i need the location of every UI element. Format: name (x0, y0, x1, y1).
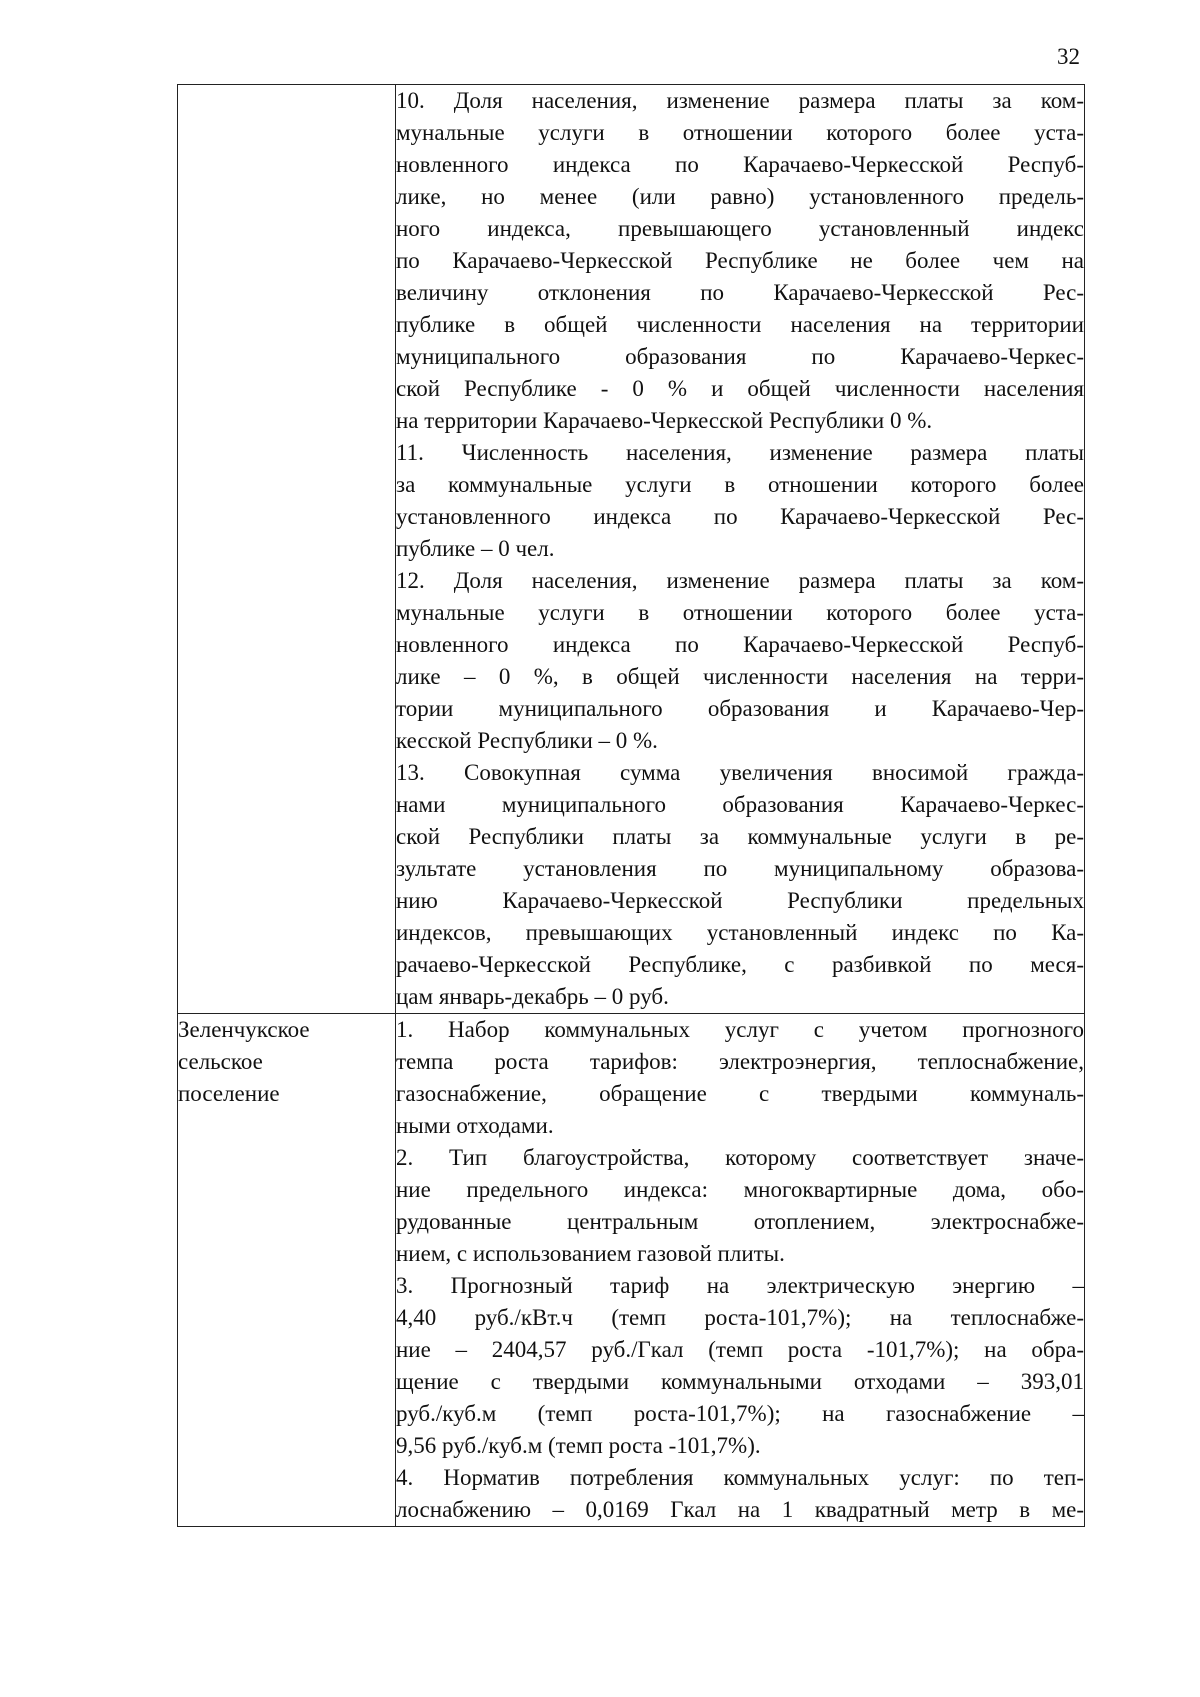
indicator-text-line: по Карачаево-Черкесской Республике не более чем на (396, 248, 1084, 273)
indicator-text-line: руб./куб.м (темп роста-101,7%); на газоснабжение – (396, 1401, 1084, 1426)
indicator-text-line: ние предельного индекса: многоквартирные дома, обо- (396, 1177, 1084, 1202)
indicator-text-line: лоснабжению – 0,0169 Гкал на 1 квадратный метр в ме- (396, 1497, 1084, 1522)
indicator-text-line: 2. Тип благоустройства, которому соответствует значе- (396, 1145, 1084, 1170)
indicator-cell (396, 85, 1085, 1014)
indicator-text-line: рачаево-Черкесской Республике, с разбивкой по меся- (396, 952, 1084, 977)
indicator-text-line: цам январь-декабрь – 0 руб. (396, 984, 669, 1009)
indicator-text-line: мунальные услуги в отношении которого более уста- (396, 120, 1084, 145)
indicator-text-line: темпа роста тарифов: электроэнергия, теплоснабжение, (396, 1049, 1084, 1074)
indicator-table (177, 84, 1085, 1527)
indicator-text-line: 4. Норматив потребления коммунальных услуг: по теп- (396, 1465, 1084, 1490)
indicator-text-line: ние – 2404,57 руб./Гкал (темп роста -101,7%); на обра- (396, 1337, 1084, 1362)
indicator-text-line: публике – 0 чел. (396, 536, 555, 561)
indicator-text-line: за коммунальные услуги в отношении которого более (396, 472, 1084, 497)
indicator-text-line: нию Карачаево-Черкесской Республики предельных (396, 888, 1084, 913)
indicator-text-line: публике в общей численности населения на территории (396, 312, 1084, 337)
indicator-text-line: нами муниципального образования Карачаево-Черкес- (396, 792, 1084, 817)
indicator-text-line: новленного индекса по Карачаево-Черкесской Респуб- (396, 152, 1084, 177)
indicator-text-line: 3. Прогнозный тариф на электрическую энергию – (396, 1273, 1084, 1298)
indicator-text-line: щение с твердыми коммунальными отходами – 393,01 (396, 1369, 1084, 1394)
indicator-text-line: кесской Республики – 0 %. (396, 728, 658, 753)
indicator-text-line: 9,56 руб./куб.м (темп роста -101,7%). (396, 1433, 761, 1458)
indicator-cell (396, 1014, 1085, 1527)
indicator-text-line: рудованные центральным отоплением, электроснабже- (396, 1209, 1084, 1234)
indicator-text-line: мунальные услуги в отношении которого более уста- (396, 600, 1084, 625)
indicator-text-line: величину отклонения по Карачаево-Черкесской Рес- (396, 280, 1084, 305)
municipality-cell (178, 85, 396, 1014)
indicator-text-line: на территории Карачаево-Черкесской Республики 0 %. (396, 408, 933, 433)
indicator-text-line: 11. Численность населения, изменение размера платы (396, 440, 1084, 465)
indicator-text-line: ного индекса, превышающего установленный индекс (396, 216, 1084, 241)
indicator-text-line: установленного индекса по Карачаево-Черкесской Рес- (396, 504, 1084, 529)
indicator-text-line: ными отходами. (396, 1113, 554, 1138)
indicator-text-line: индексов, превышающих установленный индекс по Ка- (396, 920, 1084, 945)
indicator-text-line: лике, но менее (или равно) установленного предель- (396, 184, 1084, 209)
indicator-text-line: тории муниципального образования и Карачаево-Чер- (396, 696, 1084, 721)
municipality-cell (178, 1014, 396, 1527)
indicator-text-line: ской Республике - 0 % и общей численности населения (396, 376, 1084, 401)
indicator-text-line: 10. Доля населения, изменение размера платы за ком- (396, 88, 1084, 113)
indicator-text-line: новленного индекса по Карачаево-Черкесской Респуб- (396, 632, 1084, 657)
indicator-text-line: 12. Доля населения, изменение размера платы за ком- (396, 568, 1084, 593)
indicator-text-line: нием, с использованием газовой плиты. (396, 1241, 785, 1266)
table-row (178, 1014, 1085, 1527)
indicator-text-line: ской Республики платы за коммунальные услуги в ре- (396, 824, 1084, 849)
indicator-text-line: 4,40 руб./кВт.ч (темп роста-101,7%); на теплоснабже- (396, 1305, 1084, 1330)
indicator-text-line: муниципального образования по Карачаево-Черкес- (396, 344, 1084, 369)
indicator-text-line: лике – 0 %, в общей численности населения на терри- (396, 664, 1084, 689)
page-number: 32 (1057, 44, 1080, 69)
indicator-text-line: газоснабжение, обращение с твердыми коммуналь- (396, 1081, 1084, 1106)
indicator-text-line: 1. Набор коммунальных услуг с учетом прогнозного (396, 1017, 1084, 1042)
table-row (178, 85, 1085, 1014)
indicator-text-line: зультате установления по муниципальному образова- (396, 856, 1084, 881)
indicator-text-line: 13. Совокупная сумма увеличения вносимой гражда- (396, 760, 1084, 785)
municipality-name: Зеленчукское сельское поселение (178, 1017, 310, 1106)
